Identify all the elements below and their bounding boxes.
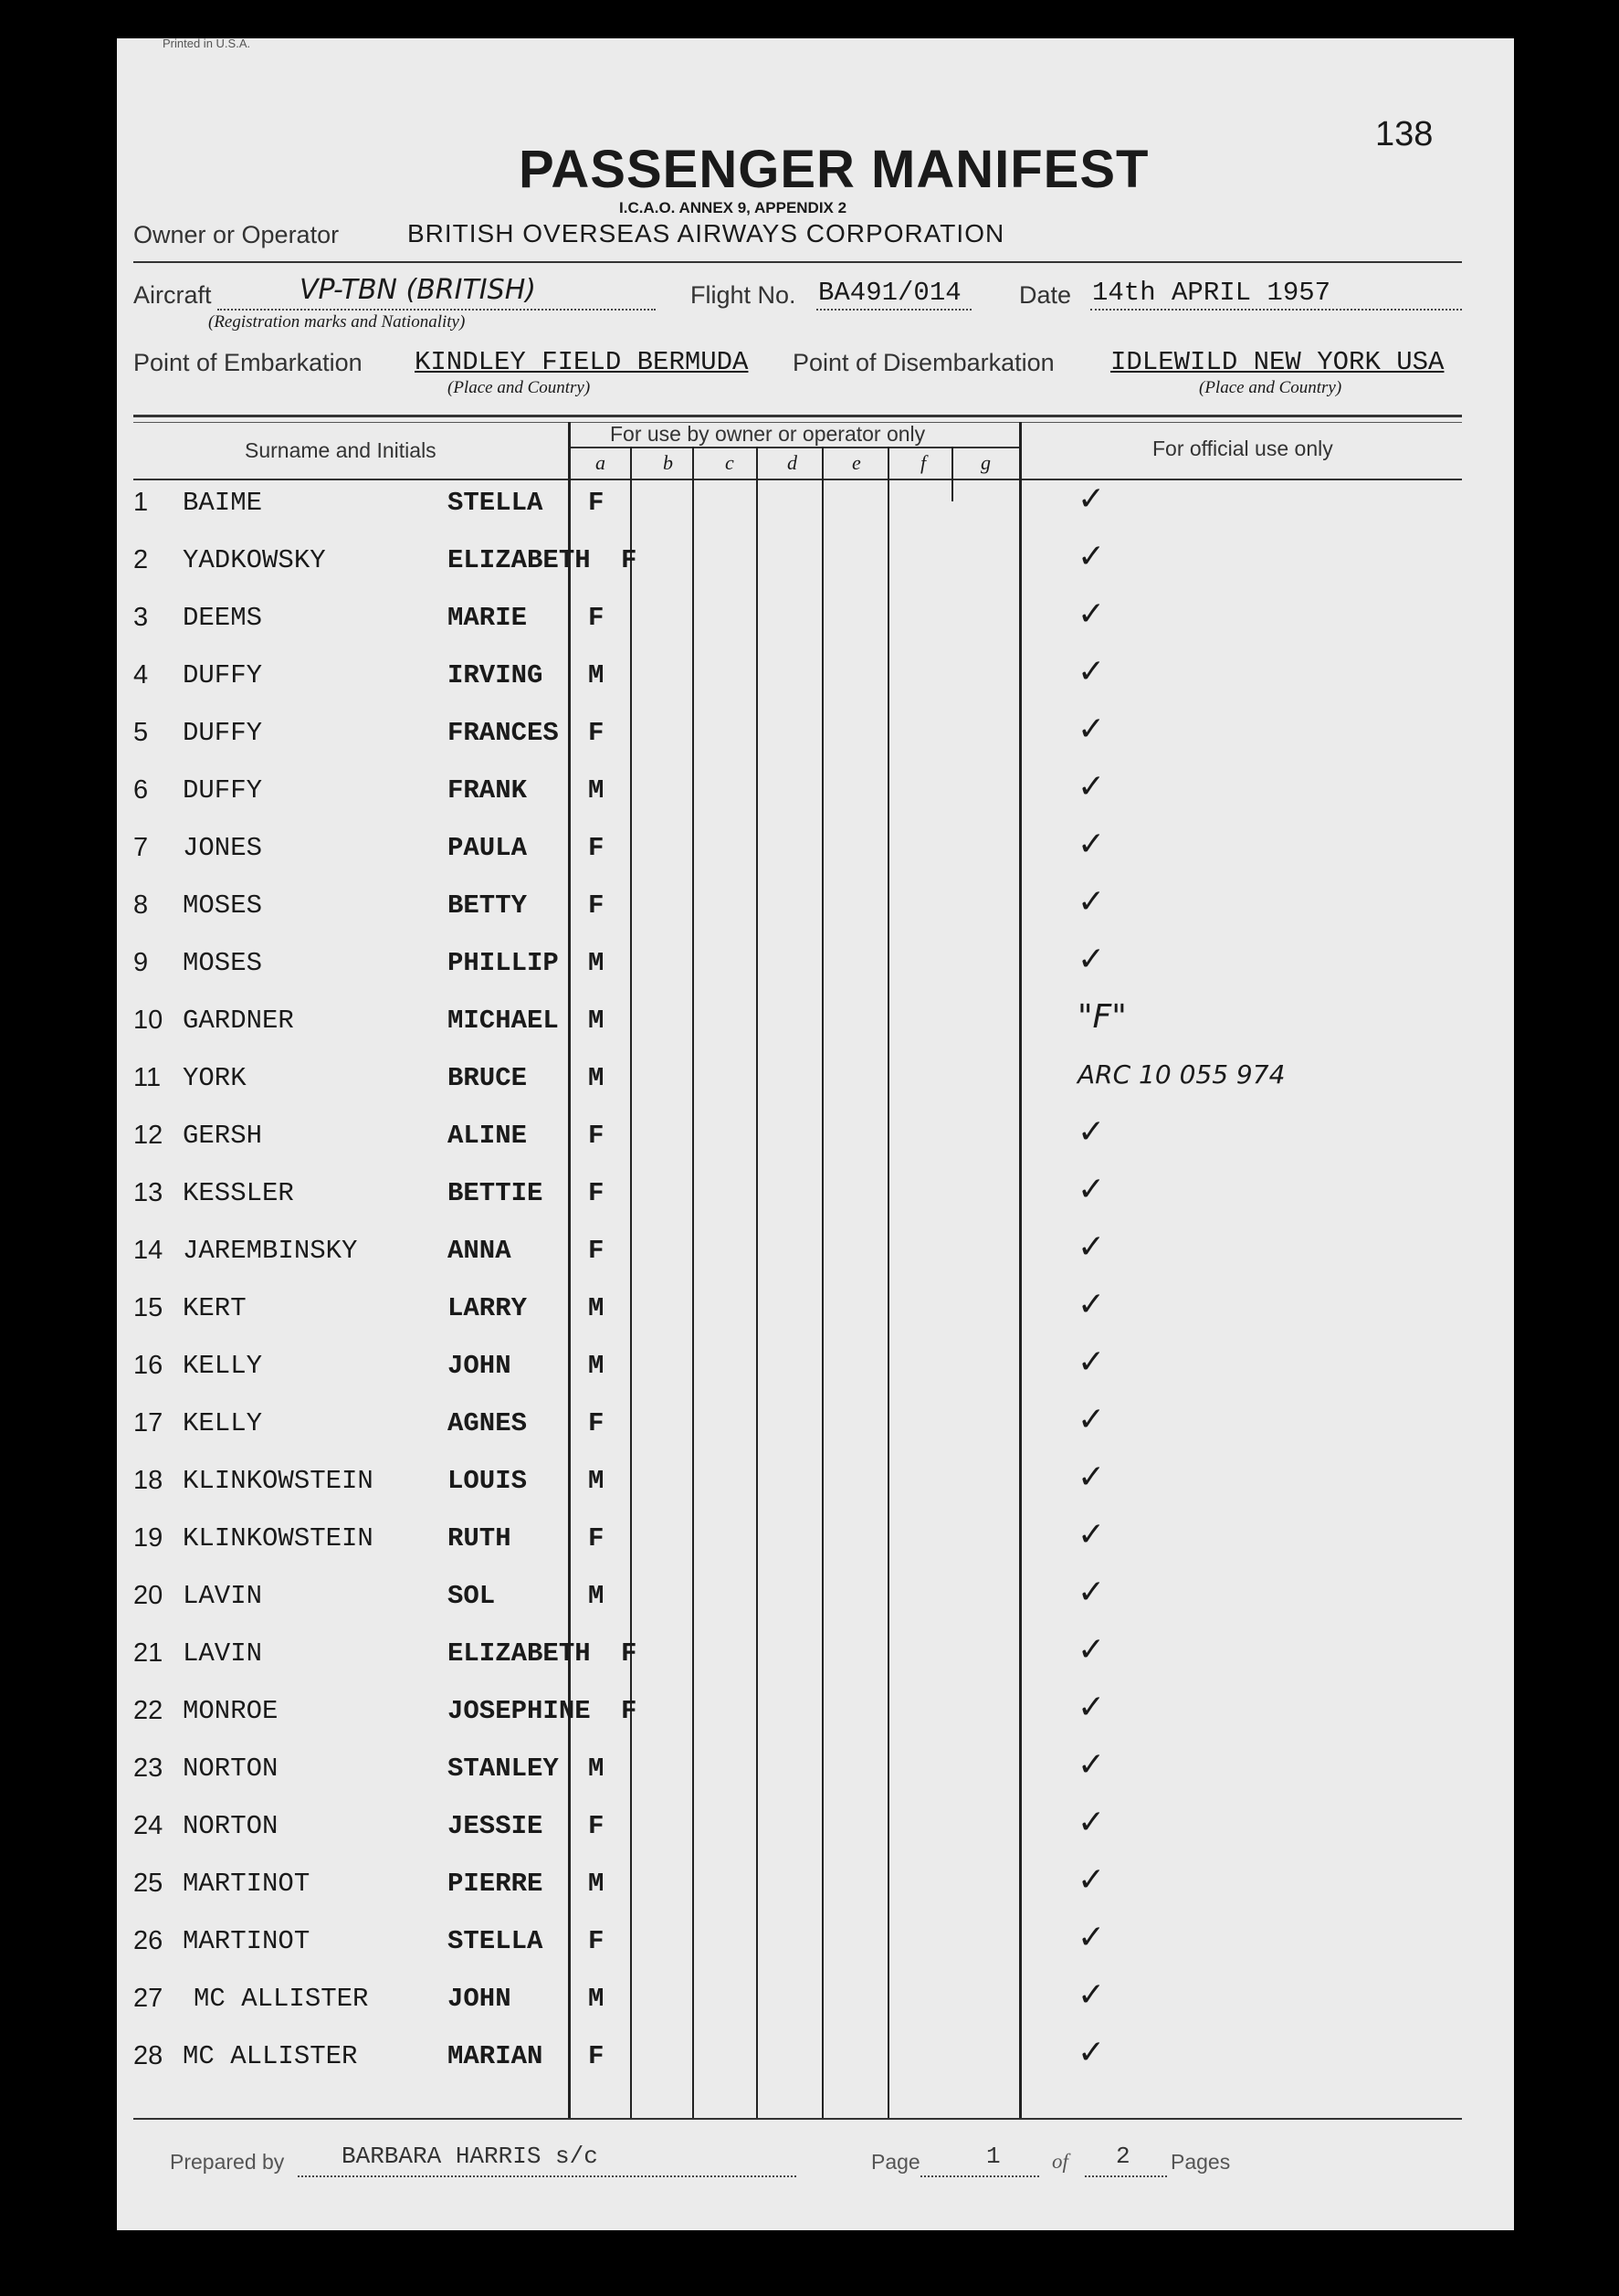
header-owner-use: For use by owner or operator only: [610, 422, 926, 446]
passenger-row: 19 KLINKOWSTEIN RUTH F ✓: [133, 1516, 1106, 1553]
embarkation-note: (Place and Country): [447, 378, 591, 397]
disembarkation-note: (Place and Country): [1199, 378, 1342, 397]
passenger-row: 9 MOSES PHILLIP M ✓: [133, 941, 1106, 978]
check-mark: ✓: [1078, 1574, 1106, 1611]
check-mark: ✓: [1078, 941, 1106, 978]
aircraft-label: Aircraft: [133, 281, 212, 309]
check-mark: ✓: [1078, 1171, 1106, 1208]
flight-value: BA491/014: [818, 278, 962, 308]
manifest-page: [117, 38, 1514, 2230]
official-note: ARC 10 055 974: [1078, 1059, 1286, 1090]
prepared-by-value: BARBARA HARRIS s/c: [342, 2143, 598, 2170]
page-value: 1: [986, 2143, 1001, 2170]
col-letter-g: g: [981, 451, 991, 474]
disembarkation-label: Point of Disembarkation: [793, 349, 1055, 376]
check-mark: ✓: [1078, 595, 1106, 633]
header-name: Surname and Initials: [245, 438, 436, 462]
check-mark: ✓: [1078, 653, 1106, 690]
flight-label: Flight No.: [690, 281, 796, 309]
check-mark: ✓: [1078, 1343, 1106, 1381]
check-mark: ✓: [1078, 1976, 1106, 2014]
check-mark: ✓: [1078, 1516, 1106, 1553]
page-subtitle: I.C.A.O. ANNEX 9, APPENDIX 2: [619, 199, 847, 216]
check-mark: ✓: [1078, 1401, 1106, 1438]
passenger-row: 10 GARDNER MICHAEL M "F": [133, 998, 1127, 1036]
passenger-row: 20 LAVIN SOL M ✓: [133, 1574, 1106, 1611]
check-mark: ✓: [1078, 2034, 1106, 2071]
date-label: Date: [1019, 281, 1072, 309]
passenger-row: 5 DUFFY FRANCES F ✓: [133, 711, 1106, 748]
check-mark: ✓: [1078, 1689, 1106, 1726]
passenger-row: 21 LAVIN ELIZABETH F ✓: [133, 1631, 1106, 1669]
embarkation-value: KINDLEY FIELD BERMUDA: [415, 347, 749, 377]
passenger-row: 7 JONES PAULA F ✓: [133, 826, 1106, 863]
passenger-row: 24 NORTON JESSIE F ✓: [133, 1804, 1106, 1841]
passenger-row: 11 YORK BRUCE M ARC 10 055 974: [133, 1059, 1286, 1093]
embarkation-label: Point of Embarkation: [133, 349, 363, 376]
check-mark: ✓: [1078, 480, 1106, 518]
disembarkation-value: IDLEWILD NEW YORK USA: [1110, 347, 1445, 377]
check-mark: ✓: [1078, 1631, 1106, 1669]
passenger-row: 28 MC ALLISTER MARIAN F ✓: [133, 2034, 1106, 2071]
check-mark: ✓: [1078, 1286, 1106, 1323]
page-label: Page: [871, 2150, 920, 2174]
passenger-row: 17 KELLY AGNES F ✓: [133, 1401, 1106, 1438]
col-letter-b: b: [663, 451, 673, 474]
official-note: "F": [1078, 998, 1127, 1036]
check-mark: ✓: [1078, 883, 1106, 921]
owner-value: BRITISH OVERSEAS AIRWAYS CORPORATION: [407, 219, 1005, 248]
check-mark: ✓: [1078, 711, 1106, 748]
header-official-use: For official use only: [1152, 437, 1333, 460]
check-mark: ✓: [1078, 1919, 1106, 1956]
check-mark: ✓: [1078, 1113, 1106, 1151]
check-mark: ✓: [1078, 538, 1106, 575]
check-mark: ✓: [1078, 1804, 1106, 1841]
passenger-row: 23 NORTON STANLEY M ✓: [133, 1746, 1106, 1784]
passenger-row: 8 MOSES BETTY F ✓: [133, 883, 1106, 921]
passenger-row: 1 BAIME STELLA F ✓: [133, 480, 1106, 518]
passenger-row: 15 KERT LARRY M ✓: [133, 1286, 1106, 1323]
check-mark: ✓: [1078, 1861, 1106, 1899]
page-title: PASSENGER MANIFEST: [519, 140, 1150, 199]
aircraft-note: (Registration marks and Nationality): [208, 312, 466, 332]
check-mark: ✓: [1078, 826, 1106, 863]
col-letter-c: c: [725, 451, 734, 474]
aircraft-value: VP-TBN (BRITISH): [300, 274, 536, 306]
date-value: 14th APRIL 1957: [1092, 278, 1331, 308]
passenger-row: 12 GERSH ALINE F ✓: [133, 1113, 1106, 1151]
passenger-row: 2 YADKOWSKY ELIZABETH F ✓: [133, 538, 1106, 575]
passenger-row: 27 MC ALLISTER JOHN M ✓: [133, 1976, 1106, 2014]
pages-label: Pages: [1171, 2150, 1231, 2174]
passenger-row: 13 KESSLER BETTIE F ✓: [133, 1171, 1106, 1208]
passenger-row: 25 MARTINOT PIERRE M ✓: [133, 1861, 1106, 1899]
printed-note: Printed in U.S.A.: [163, 37, 251, 50]
prepared-by-label: Prepared by: [170, 2150, 285, 2174]
col-letter-f: f: [920, 451, 927, 474]
check-mark: ✓: [1078, 1228, 1106, 1266]
page-number: 138: [1375, 115, 1434, 153]
check-mark: ✓: [1078, 1746, 1106, 1784]
col-letter-d: d: [787, 451, 797, 474]
col-letter-e: e: [852, 451, 861, 474]
check-mark: ✓: [1078, 1459, 1106, 1496]
check-mark: ✓: [1078, 768, 1106, 806]
passenger-row: 16 KELLY JOHN M ✓: [133, 1343, 1106, 1381]
total-pages-value: 2: [1116, 2143, 1130, 2170]
passenger-row: 6 DUFFY FRANK M ✓: [133, 768, 1106, 806]
of-label: of: [1052, 2150, 1068, 2173]
passenger-row: 14 JAREMBINSKY ANNA F ✓: [133, 1228, 1106, 1266]
passenger-row: 4 DUFFY IRVING M ✓: [133, 653, 1106, 690]
passenger-row: 22 MONROE JOSEPHINE F ✓: [133, 1689, 1106, 1726]
owner-label: Owner or Operator: [133, 221, 340, 248]
passenger-row: 3 DEEMS MARIE F ✓: [133, 595, 1106, 633]
col-letter-a: a: [595, 451, 605, 474]
passenger-row: 26 MARTINOT STELLA F ✓: [133, 1919, 1106, 1956]
passenger-row: 18 KLINKOWSTEIN LOUIS M ✓: [133, 1459, 1106, 1496]
